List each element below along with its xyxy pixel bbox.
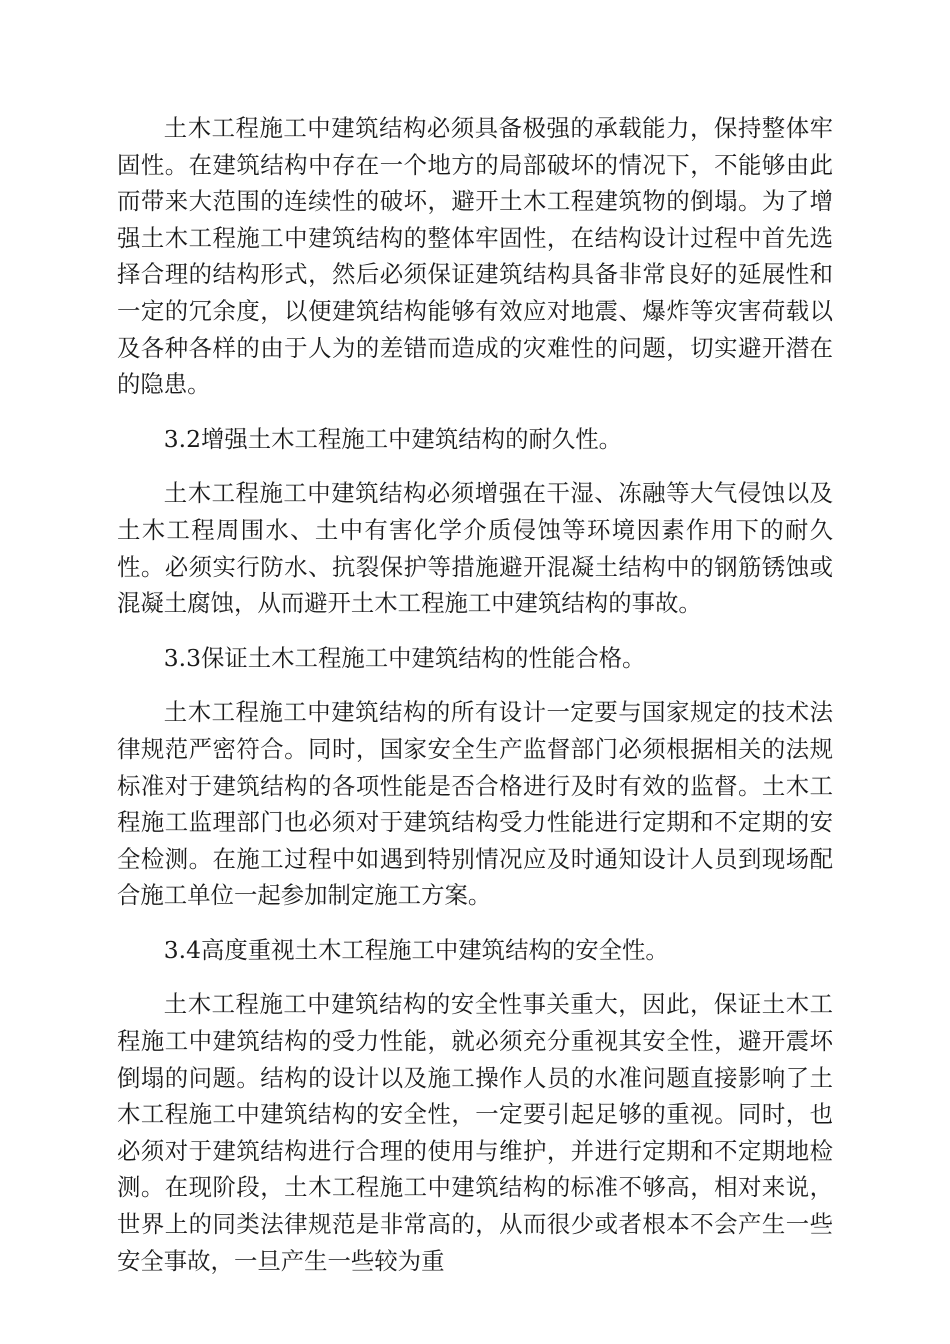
paragraph-performance-compliance: 土木工程施工中建筑结构的所有设计一定要与国家规定的技术法律规范严密符合。同时，国家安全生产监督部门必须根据相关的法规标准对于建筑结构的各项性能是否合格进行及时有效的监督。土木工程施工监理部门也必须对于建筑结构受力性能进行定期和不定期的安全检测。在施工过程中如遇到特别情况应及时通知设计人员到现场配合施工单位一起参加制定施工方案。: [117, 698, 833, 910]
paragraph-safety: 土木工程施工中建筑结构的安全性事关重大，因此，保证土木工程施工中建筑结构的受力性能，就必须充分重视其安全性，避开震坏倒塌的问题。结构的设计以及施工操作人员的水准问题直接影响了土木工程施工中建筑结构的安全性，一定要引起足够的重视。同时，也必须对于建筑结构进行合理的使用与维护，并进行定期和不定期地检测。在现阶段，土木工程施工中建筑结构的标准不够高，相对来说，世界上的同类法律规范是非常高的，从而很少或者根本不会产生一些安全事故，一旦产生一些较为重: [117, 990, 833, 1275]
section-heading-3-2: 3.2增强土木工程施工中建筑结构的耐久性。: [163, 424, 623, 453]
section-heading-3-4: 3.4高度重视土木工程施工中建筑结构的安全性。: [163, 935, 669, 964]
paragraph-durability: 土木工程施工中建筑结构必须增强在干湿、冻融等大气侵蚀以及土木工程周围水、土中有害化学介质侵蚀等环境因素作用下的耐久性。必须实行防水、抗裂保护等措施避开混凝土结构中的钢筋锈蚀或混凝土腐蚀，从而避开土木工程施工中建筑结构的事故。: [117, 479, 833, 618]
section-heading-3-3: 3.3保证土木工程施工中建筑结构的性能合格。: [163, 643, 646, 672]
document-body: [117, 110, 833, 1297]
paragraph-structural-integrity: 土木工程施工中建筑结构必须具备极强的承载能力，保持整体牢固性。在建筑结构中存在一个地方的局部破坏的情况下，不能够由此而带来大范围的连续性的破坏，避开土木工程建筑物的倒塌。为了增强土木工程施工中建筑结构的整体牢固性，在结构设计过程中首先选择合理的结构形式，然后必须保证建筑结构具备非常良好的延展性和一定的冗余度，以便建筑结构能够有效应对地震、爆炸等灾害荷载以及各种各样的由于人为的差错而造成的灾难性的问题，切实避开潜在的隐患。: [117, 114, 833, 399]
